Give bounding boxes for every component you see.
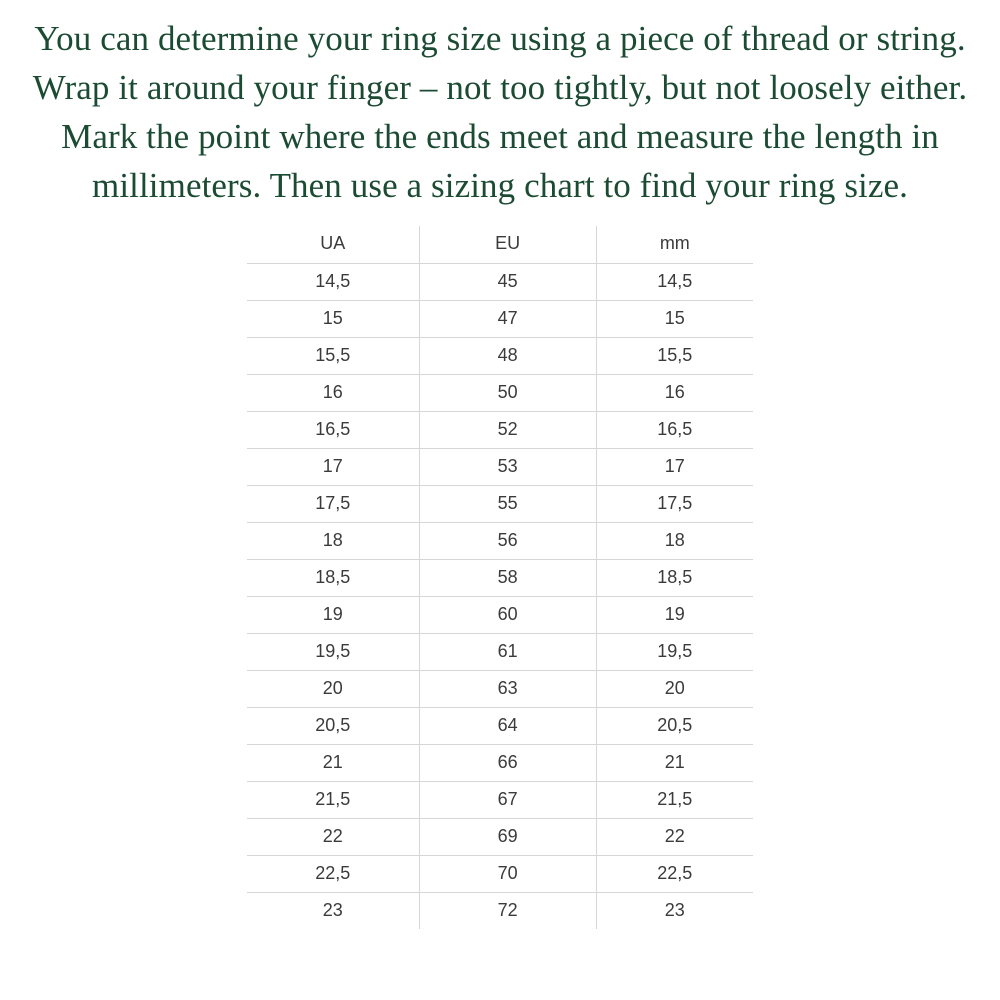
cell-mm: 16,5: [596, 412, 753, 449]
table-row: [247, 893, 753, 930]
cell-mm: 19,5: [596, 634, 753, 671]
table-row: [247, 819, 753, 856]
cell-mm: 16: [596, 375, 753, 412]
cell-mm: 21: [596, 745, 753, 782]
cell-eu: 45: [419, 264, 596, 301]
table-row: [247, 634, 753, 671]
table-row: [247, 412, 753, 449]
cell-mm: 20,5: [596, 708, 753, 745]
column-header-eu: EU: [419, 226, 596, 264]
cell-mm: 18: [596, 523, 753, 560]
table-row: [247, 523, 753, 560]
column-header-ua: UA: [247, 226, 419, 264]
table-row: [247, 560, 753, 597]
cell-eu: 56: [419, 523, 596, 560]
cell-eu: 72: [419, 893, 596, 930]
cell-eu: 61: [419, 634, 596, 671]
table-row: [247, 375, 753, 412]
cell-eu: 60: [419, 597, 596, 634]
table-row: [247, 708, 753, 745]
cell-eu: 63: [419, 671, 596, 708]
cell-ua: 23: [247, 893, 419, 930]
cell-ua: 20,5: [247, 708, 419, 745]
cell-ua: 22: [247, 819, 419, 856]
cell-mm: 14,5: [596, 264, 753, 301]
cell-ua: 17: [247, 449, 419, 486]
cell-ua: 19,5: [247, 634, 419, 671]
table-body: [247, 264, 753, 930]
table-row: [247, 449, 753, 486]
table-row: [247, 597, 753, 634]
cell-ua: 14,5: [247, 264, 419, 301]
cell-eu: 66: [419, 745, 596, 782]
table-header-row: [247, 226, 753, 264]
cell-eu: 58: [419, 560, 596, 597]
cell-ua: 21,5: [247, 782, 419, 819]
cell-ua: 16: [247, 375, 419, 412]
cell-ua: 21: [247, 745, 419, 782]
cell-ua: 17,5: [247, 486, 419, 523]
cell-ua: 15: [247, 301, 419, 338]
cell-mm: 15: [596, 301, 753, 338]
cell-eu: 48: [419, 338, 596, 375]
table-row: [247, 671, 753, 708]
cell-eu: 52: [419, 412, 596, 449]
cell-eu: 55: [419, 486, 596, 523]
table-row: [247, 301, 753, 338]
table-row: [247, 745, 753, 782]
cell-ua: 18,5: [247, 560, 419, 597]
cell-eu: 70: [419, 856, 596, 893]
table-row: [247, 264, 753, 301]
table-row: [247, 856, 753, 893]
cell-ua: 19: [247, 597, 419, 634]
cell-eu: 53: [419, 449, 596, 486]
intro-paragraph: You can determine your ring size using a piece of thread or string. Wrap it around your finger – not too tightly, but not loosely either. Mark the point where the ends meet and measure the length in millimeters. Then use a sizing chart to find your ring size.: [32, 19, 968, 205]
cell-mm: 17: [596, 449, 753, 486]
cell-eu: 67: [419, 782, 596, 819]
cell-mm: 18,5: [596, 560, 753, 597]
cell-eu: 47: [419, 301, 596, 338]
cell-ua: 15,5: [247, 338, 419, 375]
cell-eu: 50: [419, 375, 596, 412]
table-header: [247, 226, 753, 264]
cell-mm: 22,5: [596, 856, 753, 893]
cell-eu: 69: [419, 819, 596, 856]
column-header-mm: mm: [596, 226, 753, 264]
cell-eu: 64: [419, 708, 596, 745]
cell-mm: 20: [596, 671, 753, 708]
table-row: [247, 486, 753, 523]
cell-mm: 22: [596, 819, 753, 856]
cell-ua: 18: [247, 523, 419, 560]
cell-mm: 17,5: [596, 486, 753, 523]
cell-mm: 21,5: [596, 782, 753, 819]
cell-ua: 22,5: [247, 856, 419, 893]
table-row: [247, 782, 753, 819]
cell-mm: 23: [664, 900, 685, 920]
size-chart-container: [247, 226, 753, 929]
cell-mm: 15,5: [596, 338, 753, 375]
table-row: [247, 338, 753, 375]
cell-mm: 19: [596, 597, 753, 634]
cell-ua: 20: [247, 671, 419, 708]
ring-size-table: [247, 226, 753, 929]
cell-ua: 16,5: [247, 412, 419, 449]
